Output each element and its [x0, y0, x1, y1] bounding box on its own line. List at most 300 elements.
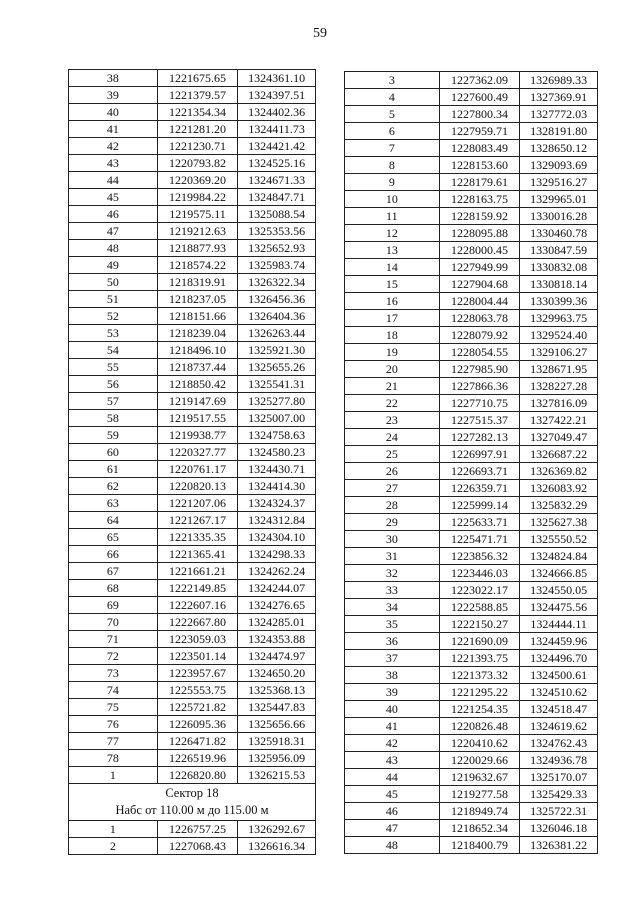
y-coordinate-cell: 1325983.74 — [238, 257, 316, 274]
x-coordinate-cell: 1218239.04 — [157, 325, 238, 342]
table-row — [345, 191, 598, 208]
table-row — [345, 361, 598, 378]
y-coordinate-cell: 1324824.84 — [520, 548, 598, 565]
x-coordinate-cell: 1228079.92 — [439, 327, 520, 344]
x-coordinate-cell: 1221675.65 — [157, 70, 238, 87]
y-coordinate-cell: 1326322.34 — [238, 274, 316, 291]
table-row — [69, 138, 316, 155]
table-row — [69, 631, 316, 648]
point-number-cell: 49 — [69, 257, 158, 274]
table-row — [345, 446, 598, 463]
y-coordinate-cell: 1326046.18 — [520, 820, 598, 837]
point-number-cell: 46 — [69, 206, 158, 223]
x-coordinate-cell: 1225553.75 — [157, 682, 238, 699]
table-row — [69, 614, 316, 631]
y-coordinate-cell: 1324276.65 — [238, 597, 316, 614]
y-coordinate-cell: 1327772.03 — [520, 106, 598, 123]
point-number-cell: 4 — [345, 89, 440, 106]
y-coordinate-cell: 1324262.24 — [238, 563, 316, 580]
table-row — [69, 87, 316, 104]
point-number-cell: 36 — [345, 633, 440, 650]
y-coordinate-cell: 1325353.56 — [238, 223, 316, 240]
point-number-cell: 30 — [345, 531, 440, 548]
point-number-cell: 66 — [69, 546, 158, 563]
x-coordinate-cell: 1218400.79 — [439, 837, 520, 854]
point-number-cell: 63 — [69, 495, 158, 512]
y-coordinate-cell: 1325656.66 — [238, 716, 316, 733]
y-coordinate-cell: 1325918.31 — [238, 733, 316, 750]
point-number-cell: 51 — [69, 291, 158, 308]
table-row — [345, 242, 598, 259]
x-coordinate-cell: 1227800.34 — [439, 106, 520, 123]
point-number-cell: 64 — [69, 512, 158, 529]
point-number-cell: 55 — [69, 359, 158, 376]
table-row — [69, 512, 316, 529]
point-number-cell: 1 — [69, 821, 158, 838]
x-coordinate-cell: 1221354.34 — [157, 104, 238, 121]
y-coordinate-cell: 1324650.20 — [238, 665, 316, 682]
table-row — [345, 174, 598, 191]
point-number-cell: 39 — [345, 684, 440, 701]
y-coordinate-cell: 1330818.14 — [520, 276, 598, 293]
y-coordinate-cell: 1325921.30 — [238, 342, 316, 359]
table-row — [69, 821, 316, 838]
table-row — [345, 633, 598, 650]
point-number-cell: 60 — [69, 444, 158, 461]
point-number-cell: 44 — [69, 172, 158, 189]
point-number-cell: 33 — [345, 582, 440, 599]
table-row — [69, 223, 316, 240]
point-number-cell: 75 — [69, 699, 158, 716]
point-number-cell: 22 — [345, 395, 440, 412]
x-coordinate-cell: 1218737.44 — [157, 359, 238, 376]
table-row — [345, 140, 598, 157]
y-coordinate-cell: 1324580.23 — [238, 444, 316, 461]
point-number-cell: 45 — [345, 786, 440, 803]
point-number-cell: 37 — [345, 650, 440, 667]
point-number-cell: 10 — [345, 191, 440, 208]
table-row — [69, 172, 316, 189]
x-coordinate-cell: 1228000.45 — [439, 242, 520, 259]
page-number: 59 — [313, 26, 327, 41]
table-row — [345, 344, 598, 361]
table-row — [345, 582, 598, 599]
y-coordinate-cell: 1325550.52 — [520, 531, 598, 548]
y-coordinate-cell: 1324444.11 — [520, 616, 598, 633]
y-coordinate-cell: 1330460.78 — [520, 225, 598, 242]
point-number-cell: 68 — [69, 580, 158, 597]
x-coordinate-cell: 1226997.91 — [439, 446, 520, 463]
point-number-cell: 17 — [345, 310, 440, 327]
point-number-cell: 14 — [345, 259, 440, 276]
x-coordinate-cell: 1218496.10 — [157, 342, 238, 359]
table-row — [69, 410, 316, 427]
y-coordinate-cell: 1328650.12 — [520, 140, 598, 157]
y-coordinate-cell: 1324518.47 — [520, 701, 598, 718]
y-coordinate-cell: 1326263.44 — [238, 325, 316, 342]
x-coordinate-cell: 1220369.20 — [157, 172, 238, 189]
table-row — [345, 463, 598, 480]
x-coordinate-cell: 1222588.85 — [439, 599, 520, 616]
point-number-cell: 7 — [345, 140, 440, 157]
point-number-cell: 6 — [345, 123, 440, 140]
y-coordinate-cell: 1324475.56 — [520, 599, 598, 616]
point-number-cell: 19 — [345, 344, 440, 361]
table-row — [69, 733, 316, 750]
point-number-cell: 29 — [345, 514, 440, 531]
x-coordinate-cell: 1219632.67 — [439, 769, 520, 786]
x-coordinate-cell: 1218949.74 — [439, 803, 520, 820]
x-coordinate-cell: 1226693.71 — [439, 463, 520, 480]
table-row — [69, 189, 316, 206]
table-row — [345, 701, 598, 718]
point-number-cell: 74 — [69, 682, 158, 699]
x-coordinate-cell: 1228163.75 — [439, 191, 520, 208]
x-coordinate-cell: 1219147.69 — [157, 393, 238, 410]
y-coordinate-cell: 1330847.59 — [520, 242, 598, 259]
table-row — [345, 72, 598, 89]
table-row — [69, 699, 316, 716]
y-coordinate-cell: 1327049.47 — [520, 429, 598, 446]
y-coordinate-cell: 1326616.34 — [238, 838, 316, 855]
x-coordinate-cell: 1221230.71 — [157, 138, 238, 155]
y-coordinate-cell: 1329093.69 — [520, 157, 598, 174]
x-coordinate-cell: 1227959.71 — [439, 123, 520, 140]
point-number-cell: 58 — [69, 410, 158, 427]
x-coordinate-cell: 1228179.61 — [439, 174, 520, 191]
point-number-cell: 39 — [69, 87, 158, 104]
table-row — [69, 444, 316, 461]
table-row — [69, 529, 316, 546]
y-coordinate-cell: 1329963.75 — [520, 310, 598, 327]
y-coordinate-cell: 1327422.21 — [520, 412, 598, 429]
table-row — [345, 531, 598, 548]
point-number-cell: 43 — [69, 155, 158, 172]
point-number-cell: 42 — [69, 138, 158, 155]
table-row — [345, 752, 598, 769]
x-coordinate-cell: 1228004.44 — [439, 293, 520, 310]
point-number-cell: 16 — [345, 293, 440, 310]
y-coordinate-cell: 1324430.71 — [238, 461, 316, 478]
x-coordinate-cell: 1220761.17 — [157, 461, 238, 478]
point-number-cell: 59 — [69, 427, 158, 444]
x-coordinate-cell: 1219984.22 — [157, 189, 238, 206]
table-row — [69, 393, 316, 410]
y-coordinate-cell: 1324666.85 — [520, 565, 598, 582]
y-coordinate-cell: 1324847.71 — [238, 189, 316, 206]
point-number-cell: 27 — [345, 480, 440, 497]
x-coordinate-cell: 1219938.77 — [157, 427, 238, 444]
y-coordinate-cell: 1329106.27 — [520, 344, 598, 361]
y-coordinate-cell: 1329516.27 — [520, 174, 598, 191]
y-coordinate-cell: 1329965.01 — [520, 191, 598, 208]
y-coordinate-cell: 1325277.80 — [238, 393, 316, 410]
y-coordinate-cell: 1324619.62 — [520, 718, 598, 735]
y-coordinate-cell: 1325088.54 — [238, 206, 316, 223]
x-coordinate-cell: 1218877.93 — [157, 240, 238, 257]
point-number-cell: 42 — [345, 735, 440, 752]
point-number-cell: 52 — [69, 308, 158, 325]
table-row — [345, 735, 598, 752]
point-number-cell: 38 — [69, 70, 158, 87]
table-row — [345, 412, 598, 429]
point-number-cell: 50 — [69, 274, 158, 291]
y-coordinate-cell: 1324312.84 — [238, 512, 316, 529]
x-coordinate-cell: 1221281.20 — [157, 121, 238, 138]
table-row — [69, 716, 316, 733]
point-number-cell: 38 — [345, 667, 440, 684]
table-row — [345, 378, 598, 395]
table-row — [69, 597, 316, 614]
x-coordinate-cell: 1226820.80 — [157, 767, 238, 784]
y-coordinate-cell: 1325541.31 — [238, 376, 316, 393]
table-row — [345, 599, 598, 616]
y-coordinate-cell: 1324474.97 — [238, 648, 316, 665]
point-number-cell: 35 — [345, 616, 440, 633]
x-coordinate-cell: 1223501.14 — [157, 648, 238, 665]
table-row — [69, 155, 316, 172]
table-row — [69, 376, 316, 393]
point-number-cell: 53 — [69, 325, 158, 342]
x-coordinate-cell: 1227362.09 — [439, 72, 520, 89]
x-coordinate-cell: 1228095.88 — [439, 225, 520, 242]
x-coordinate-cell: 1221393.75 — [439, 650, 520, 667]
table-row — [69, 767, 316, 784]
x-coordinate-cell: 1221379.57 — [157, 87, 238, 104]
table-row — [69, 546, 316, 563]
point-number-cell: 71 — [69, 631, 158, 648]
point-number-cell: 25 — [345, 446, 440, 463]
x-coordinate-cell: 1223856.32 — [439, 548, 520, 565]
point-number-cell: 47 — [69, 223, 158, 240]
point-number-cell: 15 — [345, 276, 440, 293]
x-coordinate-cell: 1225633.71 — [439, 514, 520, 531]
table-row — [69, 70, 316, 87]
x-coordinate-cell: 1228083.49 — [439, 140, 520, 157]
point-number-cell: 54 — [69, 342, 158, 359]
table-row — [345, 276, 598, 293]
sector-title: Сектор 18 — [165, 786, 219, 800]
y-coordinate-cell: 1324758.63 — [238, 427, 316, 444]
table-row — [345, 310, 598, 327]
y-coordinate-cell: 1325429.33 — [520, 786, 598, 803]
point-number-cell: 13 — [345, 242, 440, 259]
table-row — [345, 820, 598, 837]
table-row — [69, 495, 316, 512]
y-coordinate-cell: 1324304.10 — [238, 529, 316, 546]
y-coordinate-cell: 1326369.82 — [520, 463, 598, 480]
x-coordinate-cell: 1228054.55 — [439, 344, 520, 361]
x-coordinate-cell: 1221661.21 — [157, 563, 238, 580]
x-coordinate-cell: 1223022.17 — [439, 582, 520, 599]
table-row — [345, 803, 598, 820]
y-coordinate-cell: 1324762.43 — [520, 735, 598, 752]
x-coordinate-cell: 1227068.43 — [157, 838, 238, 855]
y-coordinate-cell: 1325956.09 — [238, 750, 316, 767]
y-coordinate-cell: 1329524.40 — [520, 327, 598, 344]
y-coordinate-cell: 1325627.38 — [520, 514, 598, 531]
table-row — [69, 257, 316, 274]
x-coordinate-cell: 1218237.05 — [157, 291, 238, 308]
y-coordinate-cell: 1324397.51 — [238, 87, 316, 104]
table-row — [69, 648, 316, 665]
point-number-cell: 8 — [345, 157, 440, 174]
y-coordinate-cell: 1324459.96 — [520, 633, 598, 650]
y-coordinate-cell: 1324421.42 — [238, 138, 316, 155]
y-coordinate-cell: 1324510.62 — [520, 684, 598, 701]
x-coordinate-cell: 1228153.60 — [439, 157, 520, 174]
table-row — [69, 359, 316, 376]
table-row — [345, 429, 598, 446]
table-row — [69, 750, 316, 767]
x-coordinate-cell: 1221365.41 — [157, 546, 238, 563]
point-number-cell: 48 — [345, 837, 440, 854]
sector-header — [69, 784, 316, 821]
y-coordinate-cell: 1326292.67 — [238, 821, 316, 838]
y-coordinate-cell: 1328191.80 — [520, 123, 598, 140]
y-coordinate-cell: 1325368.13 — [238, 682, 316, 699]
y-coordinate-cell: 1326989.33 — [520, 72, 598, 89]
x-coordinate-cell: 1220327.77 — [157, 444, 238, 461]
point-number-cell: 57 — [69, 393, 158, 410]
point-number-cell: 67 — [69, 563, 158, 580]
coordinates-table-right — [344, 71, 598, 854]
point-number-cell: 5 — [345, 106, 440, 123]
y-coordinate-cell: 1324298.33 — [238, 546, 316, 563]
y-coordinate-cell: 1326687.22 — [520, 446, 598, 463]
x-coordinate-cell: 1222667.80 — [157, 614, 238, 631]
point-number-cell: 47 — [345, 820, 440, 837]
x-coordinate-cell: 1218850.42 — [157, 376, 238, 393]
table-row — [69, 325, 316, 342]
table-row — [345, 259, 598, 276]
x-coordinate-cell: 1222150.27 — [439, 616, 520, 633]
y-coordinate-cell: 1330399.36 — [520, 293, 598, 310]
table-row — [69, 121, 316, 138]
y-coordinate-cell: 1324525.16 — [238, 155, 316, 172]
x-coordinate-cell: 1218574.22 — [157, 257, 238, 274]
sector-header-row — [69, 784, 316, 821]
table-row — [345, 667, 598, 684]
point-number-cell: 28 — [345, 497, 440, 514]
x-coordinate-cell: 1221690.09 — [439, 633, 520, 650]
y-coordinate-cell: 1325832.29 — [520, 497, 598, 514]
x-coordinate-cell: 1223059.03 — [157, 631, 238, 648]
x-coordinate-cell: 1219517.55 — [157, 410, 238, 427]
table-row — [345, 157, 598, 174]
x-coordinate-cell: 1227282.13 — [439, 429, 520, 446]
x-coordinate-cell: 1221254.35 — [439, 701, 520, 718]
y-coordinate-cell: 1324550.05 — [520, 582, 598, 599]
y-coordinate-cell: 1324361.10 — [238, 70, 316, 87]
table-row — [345, 548, 598, 565]
x-coordinate-cell: 1220826.48 — [439, 718, 520, 735]
point-number-cell: 40 — [345, 701, 440, 718]
point-number-cell: 56 — [69, 376, 158, 393]
table-row — [345, 327, 598, 344]
point-number-cell: 41 — [69, 121, 158, 138]
point-number-cell: 65 — [69, 529, 158, 546]
x-coordinate-cell: 1220410.62 — [439, 735, 520, 752]
point-number-cell: 31 — [345, 548, 440, 565]
y-coordinate-cell: 1326404.36 — [238, 308, 316, 325]
point-number-cell: 76 — [69, 716, 158, 733]
x-coordinate-cell: 1227866.36 — [439, 378, 520, 395]
x-coordinate-cell: 1227904.68 — [439, 276, 520, 293]
point-number-cell: 26 — [345, 463, 440, 480]
point-number-cell: 62 — [69, 478, 158, 495]
x-coordinate-cell: 1220029.66 — [439, 752, 520, 769]
point-number-cell: 18 — [345, 327, 440, 344]
y-coordinate-cell: 1324936.78 — [520, 752, 598, 769]
table-row — [69, 665, 316, 682]
table-row — [345, 514, 598, 531]
x-coordinate-cell: 1218652.34 — [439, 820, 520, 837]
x-coordinate-cell: 1223446.03 — [439, 565, 520, 582]
y-coordinate-cell: 1324414.30 — [238, 478, 316, 495]
x-coordinate-cell: 1227710.75 — [439, 395, 520, 412]
table-row — [345, 769, 598, 786]
point-number-cell: 40 — [69, 104, 158, 121]
point-number-cell: 1 — [69, 767, 158, 784]
y-coordinate-cell: 1324496.70 — [520, 650, 598, 667]
table-row — [69, 240, 316, 257]
coordinates-table-left — [68, 69, 316, 855]
point-number-cell: 48 — [69, 240, 158, 257]
table-row — [345, 718, 598, 735]
y-coordinate-cell: 1326215.53 — [238, 767, 316, 784]
table-row — [345, 208, 598, 225]
y-coordinate-cell: 1328671.95 — [520, 361, 598, 378]
table-row — [345, 837, 598, 854]
point-number-cell: 69 — [69, 597, 158, 614]
table-row — [345, 786, 598, 803]
y-coordinate-cell: 1325652.93 — [238, 240, 316, 257]
table-row — [345, 89, 598, 106]
point-number-cell: 70 — [69, 614, 158, 631]
y-coordinate-cell: 1330016.28 — [520, 208, 598, 225]
y-coordinate-cell: 1326083.92 — [520, 480, 598, 497]
y-coordinate-cell: 1328227.28 — [520, 378, 598, 395]
y-coordinate-cell: 1324353.88 — [238, 631, 316, 648]
y-coordinate-cell: 1330832.08 — [520, 259, 598, 276]
x-coordinate-cell: 1226471.82 — [157, 733, 238, 750]
table-row — [345, 395, 598, 412]
x-coordinate-cell: 1227949.99 — [439, 259, 520, 276]
table-row — [69, 342, 316, 359]
table-row — [345, 616, 598, 633]
table-row — [69, 104, 316, 121]
table-row — [345, 123, 598, 140]
x-coordinate-cell: 1227600.49 — [439, 89, 520, 106]
x-coordinate-cell: 1228063.78 — [439, 310, 520, 327]
point-number-cell: 72 — [69, 648, 158, 665]
y-coordinate-cell: 1324244.07 — [238, 580, 316, 597]
x-coordinate-cell: 1225999.14 — [439, 497, 520, 514]
table-row — [345, 106, 598, 123]
x-coordinate-cell: 1221267.17 — [157, 512, 238, 529]
x-coordinate-cell: 1227985.90 — [439, 361, 520, 378]
y-coordinate-cell: 1325007.00 — [238, 410, 316, 427]
y-coordinate-cell: 1325447.83 — [238, 699, 316, 716]
x-coordinate-cell: 1221207.06 — [157, 495, 238, 512]
point-number-cell: 46 — [345, 803, 440, 820]
table-row — [69, 274, 316, 291]
table-row — [69, 563, 316, 580]
y-coordinate-cell: 1324671.33 — [238, 172, 316, 189]
x-coordinate-cell: 1226757.25 — [157, 821, 238, 838]
point-number-cell: 24 — [345, 429, 440, 446]
